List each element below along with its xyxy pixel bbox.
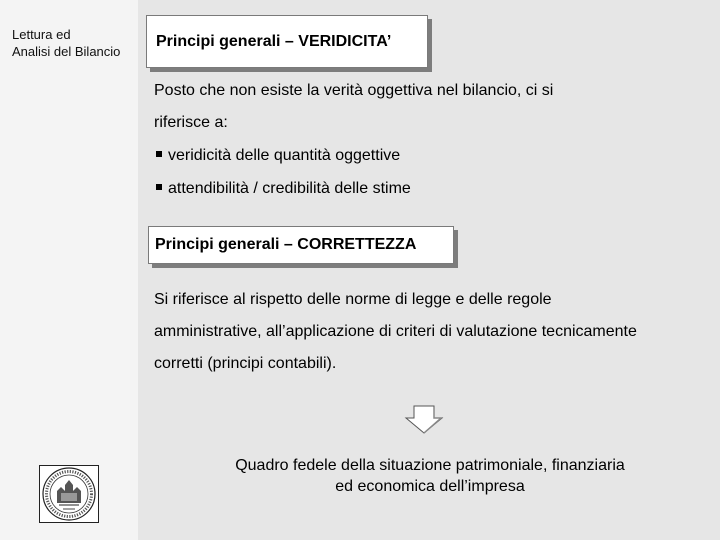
course-title-line-1: Lettura ed (12, 27, 71, 42)
heading-veridicita-text: Principi generali – VERIDICITA’ (156, 32, 392, 50)
bullet-item-1 (156, 147, 400, 165)
body-line-1: Si riferisce al rispetto delle norme di legge e delle regole (154, 291, 552, 308)
intro-line-2: riferisce a: (154, 114, 228, 131)
conclusion-line-1: Quadro fedele della situazione patrimoniale, finanziaria (235, 457, 625, 474)
bullet-item-2 (156, 180, 411, 198)
down-arrow-icon (404, 405, 444, 435)
heading-correttezza (148, 226, 454, 264)
conclusion-line-2: ed economica dell’impresa (335, 478, 525, 495)
course-title (12, 26, 136, 60)
body-line-3: corretti (principi contabili). (154, 355, 337, 372)
bullet-item-1-text: veridicità delle quantità oggettive (168, 147, 401, 164)
heading-correttezza-text: Principi generali – CORRETTEZZA (155, 236, 417, 253)
bullet-item-2-text: attendibilità / credibilità delle stime (168, 180, 411, 197)
conclusion (180, 455, 680, 497)
sidebar (0, 0, 138, 540)
body-line-2: amministrative, all’applicazione di criteri di valutazione tecnicamente (154, 323, 637, 340)
bullet-square-icon (156, 184, 162, 190)
bullet-square-icon (156, 151, 162, 157)
course-title-line-2: Analisi del Bilancio (12, 44, 121, 59)
heading-veridicita (146, 15, 428, 68)
intro-line-1: Posto che non esiste la verità oggettiva nel bilancio, ci si (154, 82, 554, 99)
university-seal-icon (39, 465, 99, 523)
